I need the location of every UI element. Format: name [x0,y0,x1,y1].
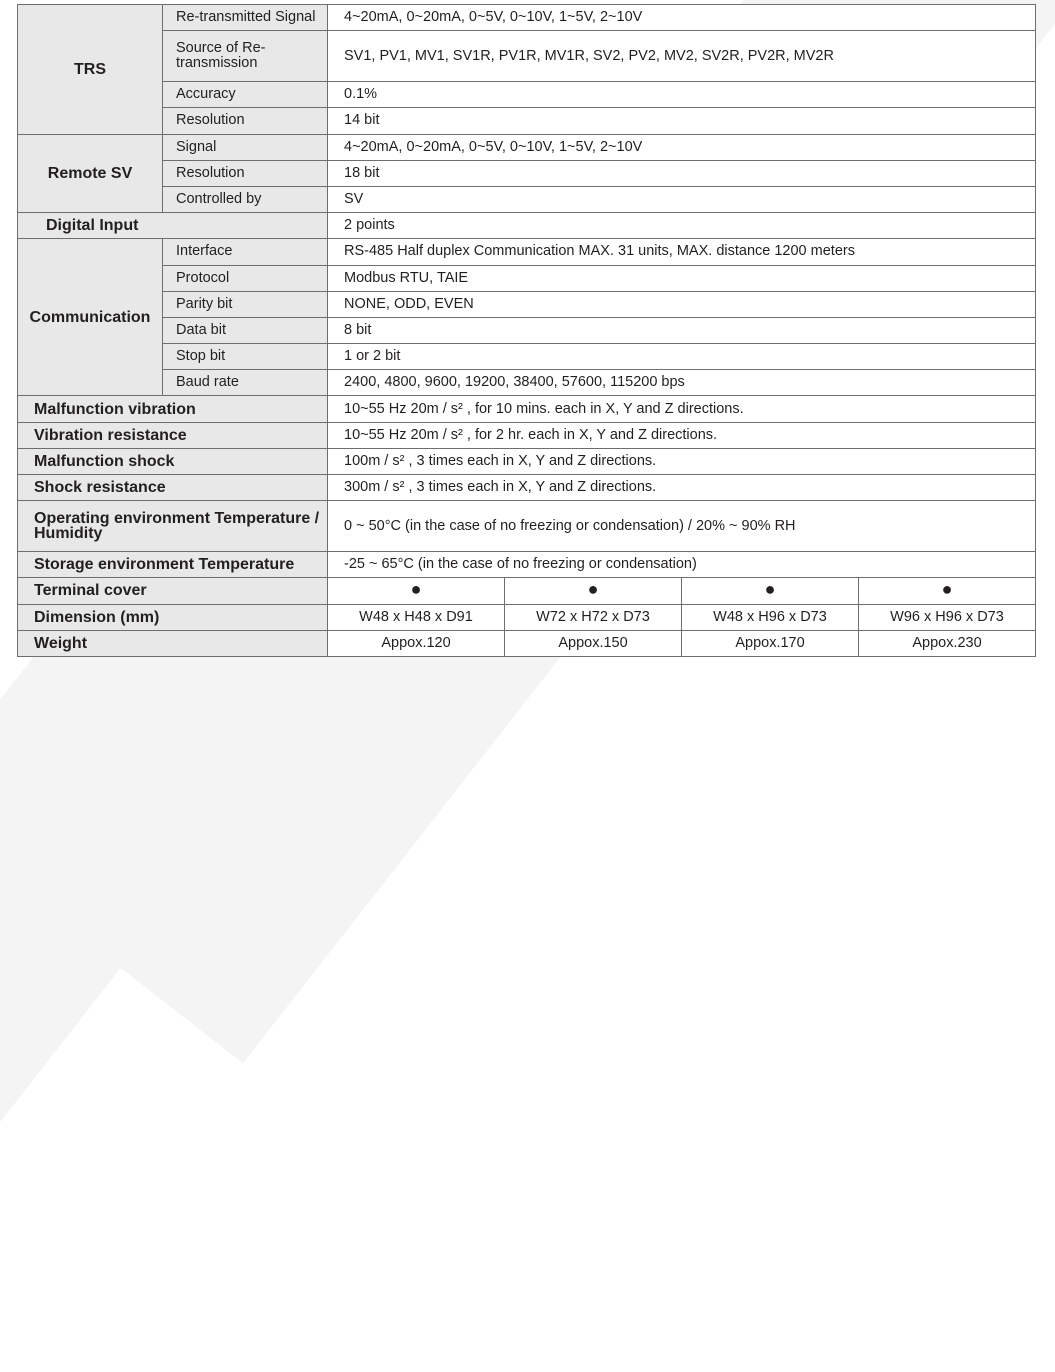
vibration-resistance-label: Vibration resistance [18,422,328,448]
table-row [18,422,1036,448]
spec-value: SV1, PV1, MV1, SV1R, PV1R, MV1R, SV2, PV2, MV2, SV2R, PV2R, MV2R [328,31,1036,82]
dimension-value: W72 x H72 x D73 [505,604,682,630]
malfunction-vibration-label: Malfunction vibration [18,396,328,422]
section-label-remote-sv: Remote SV [18,134,163,213]
table-row [18,239,1036,265]
spec-value: 1 or 2 bit [328,344,1036,370]
table-row [18,108,1036,134]
terminal-cover-mark [505,578,682,604]
table-row [18,578,1036,604]
table-row [18,370,1036,396]
spec-value: 300m / s² , 3 times each in X, Y and Z directions. [328,475,1036,501]
terminal-cover-mark [328,578,505,604]
weight-value: Appox.150 [505,630,682,656]
table-row [18,552,1036,578]
shock-resistance-label: Shock resistance [18,475,328,501]
spec-value: SV [328,186,1036,212]
spec-key: Accuracy [163,82,328,108]
dimension-label: Dimension (mm) [18,604,328,630]
weight-value: Appox.170 [682,630,859,656]
spec-key: Parity bit [163,291,328,317]
weight-label: Weight [18,630,328,656]
dimension-value: W48 x H48 x D91 [328,604,505,630]
spec-value: 100m / s² , 3 times each in X, Y and Z directions. [328,448,1036,474]
spec-value: -25 ~ 65°C (in the case of no freezing or condensation) [328,552,1036,578]
spec-value: 4~20mA, 0~20mA, 0~5V, 0~10V, 1~5V, 2~10V [328,5,1036,31]
terminal-cover-label: Terminal cover [18,578,328,604]
dimension-value: W96 x H96 x D73 [859,604,1036,630]
table-row [18,5,1036,31]
spec-key-line: Re-transmission [176,40,266,72]
spec-value: 14 bit [328,108,1036,134]
table-row [18,604,1036,630]
spec-key: Re-transmitted Signal [163,5,328,31]
table-row [18,396,1036,422]
spec-value: RS-485 Half duplex Communication MAX. 31 units, MAX. distance 1200 meters [328,239,1036,265]
table-row [18,317,1036,343]
table-row [18,186,1036,212]
weight-value: Appox.230 [859,630,1036,656]
table-row [18,82,1036,108]
table-row [18,344,1036,370]
table-row [18,213,1036,239]
spec-table [17,4,1036,657]
storage-environment-label: Storage environment Temperature [18,552,328,578]
terminal-cover-mark [682,578,859,604]
spec-key: Signal [163,134,328,160]
filled-circle-icon: ● [410,579,422,600]
table-row [18,630,1036,656]
table-row [18,291,1036,317]
weight-value: Appox.120 [328,630,505,656]
label-line: Temperature / Humidity [34,510,320,543]
spec-key: Interface [163,239,328,265]
terminal-cover-mark [859,578,1036,604]
table-row [18,501,1036,552]
table-row [18,265,1036,291]
spec-key: Resolution [163,160,328,186]
spec-value: 10~55 Hz 20m / s² , for 10 mins. each in X, Y and Z directions. [328,396,1036,422]
malfunction-shock-label: Malfunction shock [18,448,328,474]
spec-value: 18 bit [328,160,1036,186]
table-row [18,134,1036,160]
table-row [18,448,1036,474]
spec-value: 4~20mA, 0~20mA, 0~5V, 0~10V, 1~5V, 2~10V [328,134,1036,160]
filled-circle-icon: ● [587,579,599,600]
spec-value: Modbus RTU, TAIE [328,265,1036,291]
spec-value: 8 bit [328,317,1036,343]
operating-environment-label [18,501,328,552]
label-line: Operating environment [34,510,211,528]
section-label-digital-input: Digital Input [18,213,328,239]
spec-key: Protocol [163,265,328,291]
table-row [18,31,1036,82]
spec-value: NONE, ODD, EVEN [328,291,1036,317]
section-label-trs: TRS [18,5,163,135]
spec-value: 2 points [328,213,1036,239]
spec-value: 0.1% [328,82,1036,108]
section-label-communication: Communication [18,239,163,396]
spec-key [163,31,328,82]
spec-key: Controlled by [163,186,328,212]
spec-key-line: Source of [176,40,239,57]
filled-circle-icon: ● [764,579,776,600]
spec-value: 0 ~ 50°C (in the case of no freezing or condensation) / 20% ~ 90% RH [328,501,1036,552]
spec-value: 10~55 Hz 20m / s² , for 2 hr. each in X, Y and Z directions. [328,422,1036,448]
spec-key: Data bit [163,317,328,343]
spec-value: 2400, 4800, 9600, 19200, 38400, 57600, 115200 bps [328,370,1036,396]
table-row [18,475,1036,501]
dimension-value: W48 x H96 x D73 [682,604,859,630]
filled-circle-icon: ● [941,579,953,600]
spec-key: Baud rate [163,370,328,396]
spec-key: Resolution [163,108,328,134]
spec-key: Stop bit [163,344,328,370]
table-row [18,160,1036,186]
